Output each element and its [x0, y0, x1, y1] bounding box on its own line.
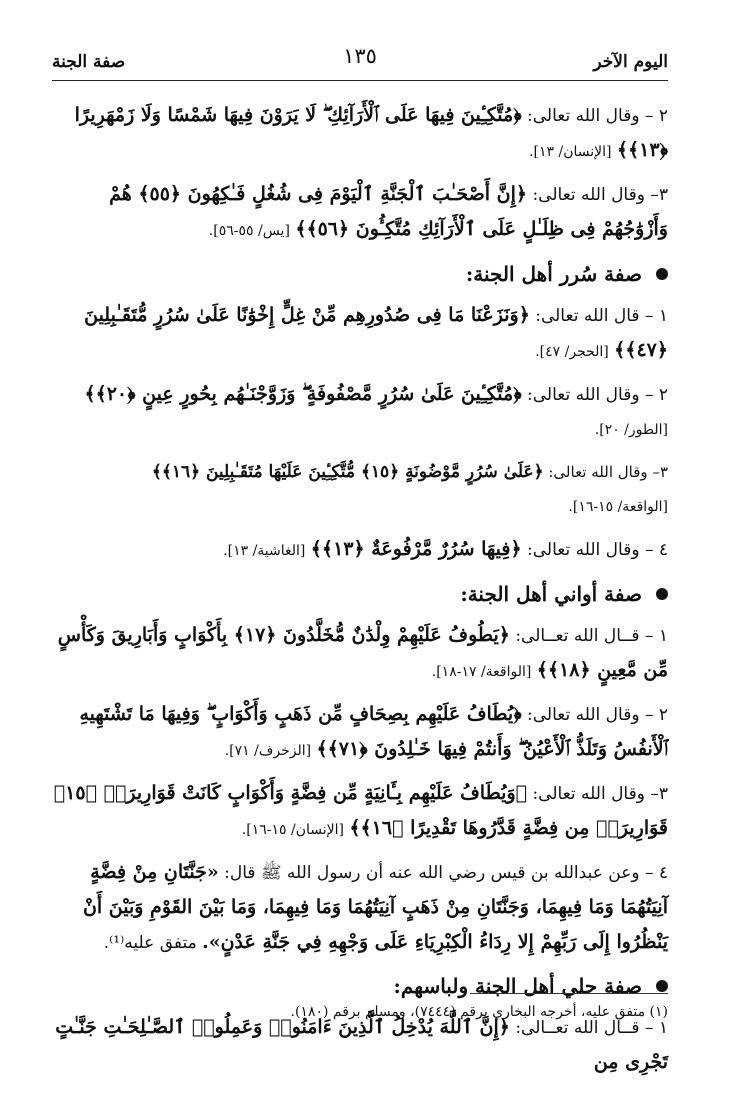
item-number: ١ –	[644, 626, 668, 646]
list-item	[52, 298, 668, 369]
verse-text: ﴿إِنَّ أَصْحَـٰبَ ٱلْجَنَّةِ ٱلْيَوْمَ فِى شُغُلٍ فَـٰكِهُونَ ﴿٥٥﴾ هُمْ وَأَزْوَٰجُهُمْ فِى ظِلَـٰلٍ عَلَى ٱلْأَرَآئِكِ مُتَّكِـُٔونَ ﴿٥٦﴾﴾	[109, 183, 668, 240]
list-item	[52, 697, 668, 768]
item-number: ٣–	[652, 463, 668, 481]
running-title-chapter: صفة الجنة	[52, 52, 126, 72]
list-item	[52, 377, 668, 447]
verse-reference: [الإنسان/ ١٥-١٦].	[241, 822, 344, 838]
verse-reference: [الطور/ ٢٠].	[594, 422, 668, 438]
item-number: ٢ –	[644, 106, 668, 126]
hadith-text: «جَنَّتَانِ مِنْ فِضَّةٍ آنِيَتُهُمَا وَمَا فِيهِمَا، وَجَنَّتَانِ مِنْ ذَهَبٍ آنِيَتُهُمَا وَمَا فِيهِمَا، وَمَا بَيْنَ القَوْمِ وَبَيْنَ أَنْ يَنْظُرُوا إِلَى رَبِّهِمْ إِلا رِدَاءُ الْكِبْرِيَاءِ عَلَى وَجْهِهِ فِي جَنَّةِ عَدْنٍ».	[82, 861, 668, 953]
verse-text: ﴿عَلَىٰ سُرُرٍ مَّوْضُونَةٍ ﴿١٥﴾ مُّتَّكِـِٔينَ عَلَيْهَا مُتَقَـٰبِلِينَ ﴿١٦﴾﴾	[151, 462, 544, 482]
footnote: (١) متفق عليه، أخرجه البخاري برقم (٧٤٤٤)، ومسلم برقم (١٨٠).	[290, 1004, 668, 1020]
list-item	[52, 776, 668, 847]
item-number: ٢ –	[644, 385, 668, 405]
header-divider	[52, 80, 668, 81]
bullet-icon	[656, 268, 668, 280]
bullet-icon	[656, 980, 668, 992]
item-number: ٤ –	[644, 863, 668, 883]
verse-reference: [الغاشية/ ١٣].	[223, 543, 306, 559]
item-lead: وعن عبدالله بن قيس رضي الله عنه أن رسول الله ﷺ قال:	[224, 863, 640, 883]
item-lead: قــال الله تعــالى:	[515, 626, 640, 646]
item-number: ١ –	[644, 1018, 668, 1038]
item-number: ٣–	[650, 185, 668, 205]
section-heading	[52, 582, 668, 606]
list-item	[52, 532, 668, 568]
list-item	[52, 855, 668, 960]
list-item	[52, 455, 668, 524]
item-number: ٤ –	[644, 540, 668, 560]
verse-reference: [الزخرف/ ٧١].	[224, 743, 312, 759]
verse-text: ﴿إِنَّ ٱللَّهَ يُدْخِلُ ٱلَّذِينَ ءَامَنُوا۟ وَعَمِلُوا۟ ٱلصَّـٰلِحَـٰتِ جَنَّـٰتٍ تَجْرِى مِن	[55, 1016, 668, 1073]
item-lead: وقال الله تعالى:	[527, 540, 640, 560]
section-title-text: صفة حلي أهل الجنة ولباسهم:	[393, 974, 642, 998]
item-lead: وقال الله تعالى:	[527, 106, 640, 126]
section-ornaments	[52, 974, 668, 1080]
hadith-grading: متفق عليه⁽¹⁾.	[103, 933, 197, 953]
verse-text: ﴿مُتَّكِـِٔينَ عَلَىٰ سُرُرٍ مَّصْفُوفَةٍ ۖ وَزَوَّجْنَـٰهُم بِحُورٍ عِينٍ ﴿٢٠﴾﴾	[84, 383, 522, 405]
verse-reference: [الإنسان/ ١٣].	[529, 144, 612, 160]
item-number: ٣–	[650, 784, 668, 804]
page-body	[52, 96, 668, 1088]
section-title-text: صفة أواني أهل الجنة:	[460, 582, 642, 606]
list-item	[52, 618, 668, 689]
list-item	[52, 177, 668, 248]
verse-reference: [الحجر/ ٤٧].	[535, 344, 609, 360]
item-lead: وقال الله تعالى:	[532, 185, 645, 205]
verse-reference: [يس/ ٥٥-٥٦].	[208, 223, 290, 239]
item-lead: وقال الله تعالى:	[532, 784, 645, 804]
list-item	[52, 1010, 668, 1080]
list-item	[52, 98, 668, 169]
bullet-icon	[656, 588, 668, 600]
item-lead: وقال الله تعالى:	[527, 385, 640, 405]
item-number: ١ –	[644, 306, 668, 326]
verse-text: ﴿يَطُوفُ عَلَيْهِمْ وِلْدَٰنٌ مُّخَلَّدُونَ ﴿١٧﴾ بِأَكْوَابٍ وَأَبَارِيقَ وَكَأْسٍ مِّن مَّعِينٍ ﴿١٨﴾﴾	[57, 624, 668, 681]
verse-text: ﴿يُطَافُ عَلَيْهِم بِصِحَافٍ مِّن ذَهَبٍ وَأَكْوَابٍ ۖ وَفِيهَا مَا تَشْتَهِيهِ ٱلْأَنفُسُ وَتَلَذُّ ٱلْأَعْيُنُ ۖ وَأَنتُمْ فِيهَا خَـٰلِدُونَ ﴿٧١﴾﴾	[79, 703, 668, 760]
item-lead: وقال الله تعالى:	[527, 705, 640, 725]
page-header	[52, 44, 668, 76]
section-vessels	[52, 582, 668, 960]
item-lead: قال الله تعالى:	[535, 306, 640, 326]
running-title-book: اليوم الآخر	[593, 52, 668, 72]
verse-text: ﴿مُتَّكِـِٔينَ فِيهَا عَلَى ٱلْأَرَآئِكِ ۖ لَا يَرَوْنَ فِيهَا شَمْسًا وَلَا زَمْهَرِيرًا ﴿١٣﴾﴾	[74, 104, 668, 161]
verse-text: ﴿وَنَزَعْنَا مَا فِى صُدُورِهِم مِّنْ غِلٍّ إِخْوَٰنًا عَلَىٰ سُرُرٍ مُّتَقَـٰبِلِينَ ﴿٤٧﴾﴾	[84, 304, 668, 361]
verse-text: ﴿فِيهَا سُرُرٌ مَّرْفُوعَةٌ ﴿١٣﴾﴾	[310, 538, 522, 560]
item-lead: قــال الله تعــالى:	[515, 1018, 640, 1038]
page-number: ١٣٥	[343, 44, 377, 68]
item-number: ٢ –	[644, 705, 668, 725]
section-title-text: صفة سُرر أهل الجنة:	[465, 262, 642, 286]
footnote-divider	[470, 993, 668, 994]
verse-reference: [الواقعة/ ١٥-١٦].	[568, 499, 668, 515]
section-beds	[52, 262, 668, 568]
verse-text: ﴿وَيُطَافُ عَلَيْهِم بِـَٔانِيَةٍ مِّن فِضَّةٍ وَأَكْوَابٍ كَانَتْ قَوَارِيرَا۠ ﴿١٥﴾ قَوَارِيرَا۟ مِن فِضَّةٍ قَدَّرُوهَا تَقْدِيرًا ﴿١٦﴾﴾	[53, 782, 668, 839]
verse-reference: [الواقعة/ ١٧-١٨].	[431, 664, 532, 680]
section-heading	[52, 262, 668, 286]
section-heading	[52, 974, 668, 998]
item-lead: وقال الله تعالى:	[548, 463, 648, 481]
